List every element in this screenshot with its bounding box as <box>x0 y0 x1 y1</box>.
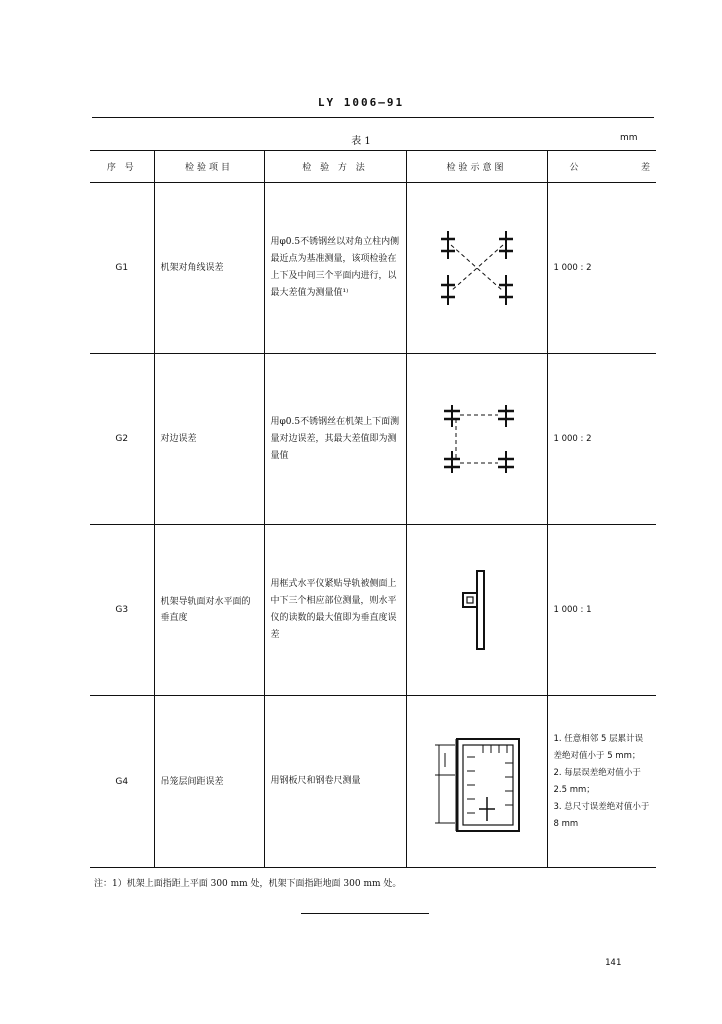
table-row <box>90 525 656 696</box>
row-num: G1 <box>90 183 154 354</box>
layer-spacing-diagram <box>427 727 527 837</box>
page-number: 141 <box>605 958 622 968</box>
row-method: 用φ0.5不锈钢丝在机架上下面测量对边误差，其最大差值即为测量值 <box>264 354 406 525</box>
row-figure <box>406 354 547 525</box>
col-header-num: 序 号 <box>90 151 154 183</box>
tolerance-line: 2. 每层误差绝对值小于 2.5 mm； <box>553 767 641 795</box>
row-num: G3 <box>90 525 154 696</box>
col-header-tolerance-left: 公 <box>569 163 579 173</box>
vertical-level-diagram <box>447 565 507 655</box>
row-tolerance: 1 000 : 2 <box>547 354 656 525</box>
col-header-tolerance-right: 差 <box>640 163 650 173</box>
row-method: 用φ0.5不锈钢丝以对角立柱内侧最近点为基准测量，该项检验在上下及中间三个平面内进行，以最大差值为测量值¹⁾ <box>264 183 406 354</box>
diagonal-measurement-diagram <box>432 223 522 313</box>
footnote: 注：1）机架上面指距上平面 300 mm 处，机架下面指距地面 300 mm 处。 <box>94 879 402 889</box>
table-row <box>90 696 656 868</box>
row-figure <box>406 696 547 868</box>
row-num: G4 <box>90 696 154 868</box>
row-method: 用钢板尺和钢卷尺测量 <box>264 696 406 868</box>
row-item: 对边误差 <box>154 354 264 525</box>
table-unit: mm <box>620 133 638 143</box>
col-header-figure: 检验示意图 <box>406 151 547 183</box>
row-num: G2 <box>90 354 154 525</box>
row-tolerance <box>547 696 656 868</box>
table-header-row <box>90 151 656 183</box>
table-row <box>90 354 656 525</box>
row-item: 吊笼层间距误差 <box>154 696 264 868</box>
row-figure <box>406 183 547 354</box>
col-header-item: 检验项目 <box>154 151 264 183</box>
row-tolerance: 1 000 : 2 <box>547 183 656 354</box>
col-header-tolerance <box>547 151 656 183</box>
table-caption: 表 1 <box>351 136 371 147</box>
inspection-table <box>90 150 656 868</box>
edge-measurement-diagram <box>432 399 522 479</box>
tolerance-line: 3. 总尺寸误差绝对值小于 8 mm <box>553 801 650 829</box>
footer-rule <box>301 913 429 914</box>
col-header-method: 检 验 方 法 <box>264 151 406 183</box>
row-figure <box>406 525 547 696</box>
row-method: 用框式水平仪紧贴导轨被侧面上中下三个相应部位测量，则水平仪的读数的最大值即为垂直度误差 <box>264 525 406 696</box>
top-rule <box>92 117 654 118</box>
row-item: 机架对角线误差 <box>154 183 264 354</box>
standard-header: LY 1006—91 <box>317 96 405 109</box>
table-row <box>90 183 656 354</box>
tolerance-line: 1. 任意相邻 5 层累计误差绝对值小于 5 mm； <box>553 733 644 761</box>
row-tolerance: 1 000 : 1 <box>547 525 656 696</box>
row-item: 机架导轨面对水平面的垂直度 <box>154 525 264 696</box>
